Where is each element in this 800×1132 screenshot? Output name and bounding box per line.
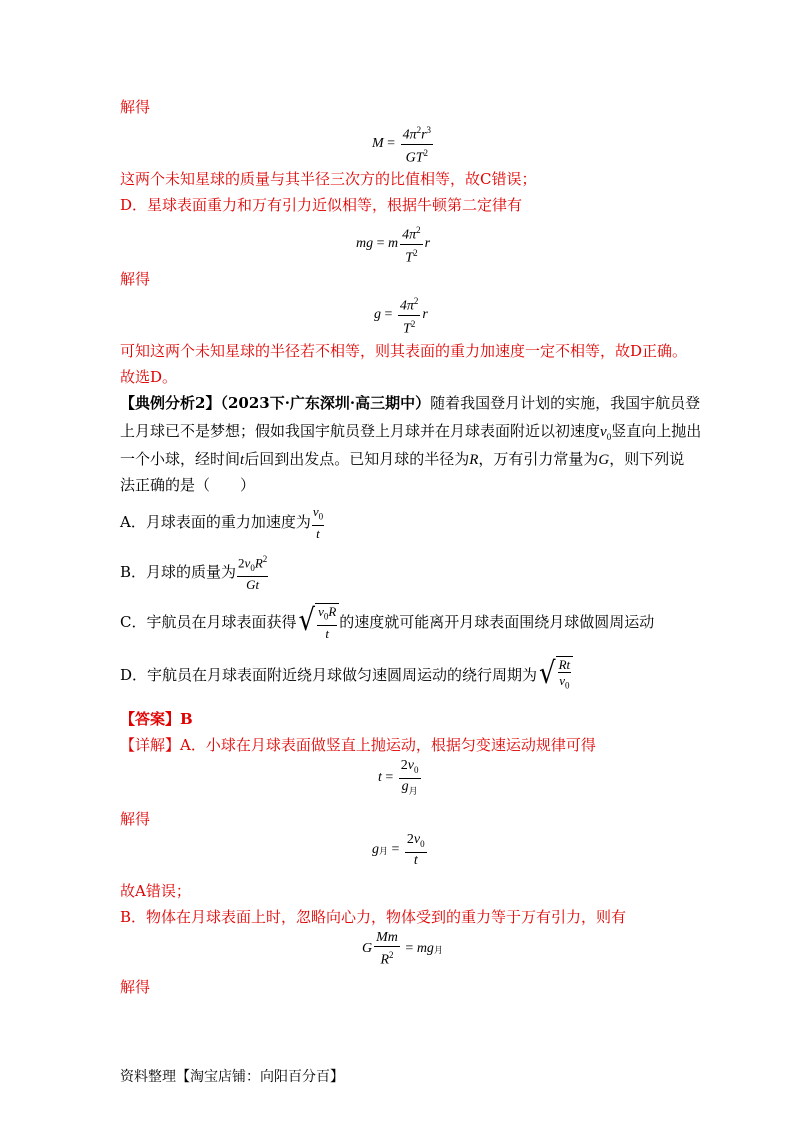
equation-mass: M = $\frac{4\pi^2r^3}{GT^2}$ <box>372 122 435 166</box>
question-line-3: 一个小球，经时间t后回到出发点。已知月球的半径为R，万有引力常量为G，则下列说 <box>120 450 685 468</box>
equation-g-moon: g 月 = $\frac{2v_0}{t}$ <box>372 832 425 868</box>
answer-value: B <box>180 710 193 728</box>
equation-time: t = $\frac{2v_0}{g_月}$ <box>378 758 419 796</box>
b-intro: B．物体在月球表面上时，忽略向心力，物体受到的重力等于万有引力，则有 <box>120 908 627 926</box>
answer-line <box>120 708 193 730</box>
d-intro: D．星球表面重力和万有引力近似相等，根据牛顿第二定律有 <box>120 196 523 214</box>
question-line-1: 【典例分析2】（2023下·广东深圳·高三期中）随着我国登月计划的实施，我国宇航员登 <box>120 394 701 412</box>
solve-label: 解得 <box>120 810 151 828</box>
solve-label: 解得 <box>120 98 151 116</box>
option-a: A．月球表面的重力加速度为 $\frac{v_0}{t}$ <box>120 504 324 541</box>
detail-label: 【详解】 <box>120 736 181 754</box>
option-c: C．宇航员在月球表面获得 √ $\frac{v_0R}{t}$ 的速度就可能离开月球表面围绕月球做圆周运动 <box>120 603 655 641</box>
c-conclusion: 这两个未知星球的质量与其半径三次方的比值相等，故C错误； <box>120 170 537 188</box>
page-footer: 资料整理【淘宝店铺：向阳百分百】 <box>120 1069 344 1085</box>
equation-gravity: G $\frac{Mm}{R^2}$ = mg 月 <box>362 930 443 968</box>
option-b: B．月球的质量为 $\frac{2v_0R^2}{Gt}$ <box>120 554 268 592</box>
example-tag: 【典例分析2】 <box>120 394 221 412</box>
a-conclusion: 故A错误； <box>120 882 191 900</box>
detail-line: 【详解】A．小球在月球表面做竖直上抛运动，根据匀变速运动规律可得 <box>120 736 596 754</box>
answer-label: 【答案】 <box>120 710 181 728</box>
question-line-2: 上月球已不是梦想；假如我国宇航员登上月球并在月球表面附近以初速度$v_0$竖直向上抛出 <box>120 422 702 442</box>
option-d: D．宇航员在月球表面附近绕月球做匀速圆周运动的绕行周期为 √ $\frac{Rt}{v_0}$ <box>120 656 573 694</box>
question-source: （2023下·广东深圳·高三期中） <box>220 394 431 412</box>
solve-label: 解得 <box>120 978 151 996</box>
solve-label: 解得 <box>120 270 151 288</box>
final-selection: 故选D。 <box>120 368 178 386</box>
question-line-4: 法正确的是（ ） <box>120 476 256 494</box>
equation-newton: mg = m $\frac{4\pi^2}{T^2}$ r <box>356 222 430 266</box>
d-conclusion: 可知这两个未知星球的半径若不相等，则其表面的重力加速度一定不相等，故D正确。 <box>120 342 688 360</box>
equation-g: g = $\frac{4\pi^2}{T^2}$ r <box>374 293 428 337</box>
